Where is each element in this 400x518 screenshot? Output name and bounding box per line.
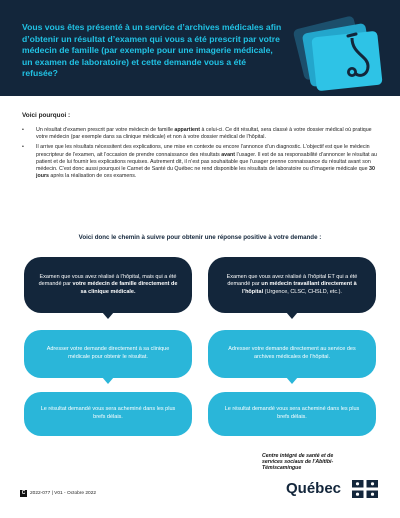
reasons-list [22,127,380,180]
intro-heading: Voici pourquoi : [22,112,71,119]
case-family-doctor-bubble: Examen que vous avez réalisé à l’hôpital, mais qui a été demandé par votre médecin de famille directement de sa clinique médicale. [24,257,192,313]
c-mark-icon: C [21,490,26,496]
document-code: C 2022-077 | V01 - Octobre 2022 [21,490,97,496]
reason-item-1: • Un résultat d’examen prescrit par votre médecin de famille appartient à celui-ci. Ce dit résultat, sera classé à votre dossier médical où pratique votre médecin (par exemple dans sa clinique médicale) et non à votre dossier médical de l’hôpital. [22,127,380,141]
quebec-flag-icon [352,480,378,498]
header-banner [0,0,400,96]
result-right-bubble: Le résultat demandé vous sera acheminé dans les plus brefs délais. [208,392,376,436]
archives-request-bubble: Adresser votre demande directement au service des archives médicales de l’hôpital. [208,330,376,378]
reason-item-2: • Il arrive que les résultats nécessitent des explications, une mise en contexte ou encore l’annonce d’un diagnostic. L’objectif est que le médecin prescripteur de l’examen, ait l’occasion de prendre connaissance des résultats avant l’usager. Il est de sa responsabilité d’annoncer le résultat au patient et de lui fournir les explications requises. Autrement dit, il n’est pas souhaitable que l’usager prenne connaissance du résultat avant son médecin. C’est donc aussi pourquoi le Carnet de Santé du Québec ne rend disponible les résultats de laboratoire ou d’imagerie médicale que 30 jours après la réalisation de ces examens. [22,144,380,180]
result-left-bubble: Le résultat demandé vous sera acheminé dans les plus brefs délais. [24,392,192,436]
quebec-wordmark: Québec [286,480,342,497]
explanation-section [22,112,380,183]
case-hospital-doctor-bubble: Examen que vous avez réalisé à l’hôpital ET qui a été demandé par un médecin travaillant directement à l’hôpital (Urgence, CLSC, CHSLD, etc.). [208,257,376,313]
path-heading: Voici donc le chemin à suivre pour obtenir une réponse positive à votre demande : [78,234,322,241]
clinic-request-bubble: Adresser votre demande directement à sa clinique médicale pour obtenir le résultat. [24,330,192,378]
medical-folder-illustration [292,8,392,94]
page-title: Vous vous êtes présenté à un service d’archives médicales afin d’obtenir un résultat d’examen qui vous a été prescrit par votre médecin de famille (par exemple pour une imagerie médicale, un examen de laboratoire) et cette demande vous a été refusée? [22,22,282,79]
organization-name: Centre intégré de santé et de services sociaux de l’Abitibi-Témiscamingue [262,453,334,472]
